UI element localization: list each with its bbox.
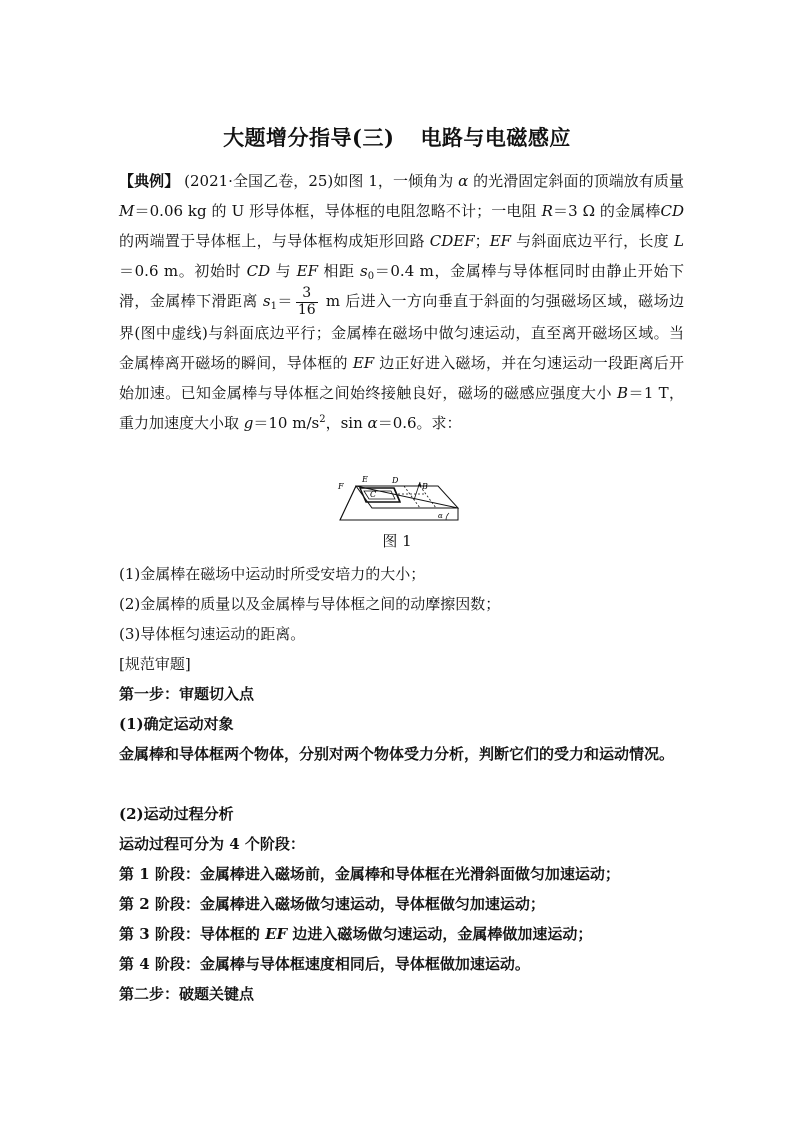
stage-1: 第 1 阶段：金属棒进入磁场前，金属棒和导体框在光滑斜面做匀加速运动；: [119, 865, 620, 883]
label-e: E: [362, 475, 368, 484]
angle-arc: [446, 513, 449, 520]
stage-2: 第 2 阶段：金属棒进入磁场做匀速运动，导体框做匀加速运动；: [119, 895, 545, 913]
label-d: D: [392, 476, 399, 485]
questions-and-guide: [119, 559, 699, 1009]
problem-text: 【典例】 (2021·全国乙卷，25)如图 1，一倾角为 α 的光滑固定斜面的顶端放有质量 M＝0.06 kg 的 U 形导体框，导体框的电阻忽略不计；一电阻 R＝3 Ω 的金属棒CD 的两端置于导体框上，与导体框构成矩形回路 CDEF；EF 与斜面底边平行，长度 L＝0.6 m。初始时 CD 与 EF 相距 $s_0=0.4$ m，金属棒与导体框同时由静止开始下滑，金属棒下滑距离 $s_1=$ $\frac{3}{16}$ m 后进入一方向垂直于斜面的匀强磁场区域，磁场边界(图中虚线)与斜面底边平行；金属棒在磁场中做匀速运动，直至离开磁场区域。当金属棒离开磁场的瞬间，导体框的 EF 边正好进入磁场，并在匀速运动一段距离后开始加速。已知金属棒与导体框之间始终接触良好，磁场的磁感应强度大小 B＝1 T，重力加速度大小取 g＝10 $m/s^2$，sin α＝0.6。求：: [119, 172, 684, 432]
label-f: F: [338, 482, 344, 491]
label-c: C: [370, 490, 377, 499]
question-2: (2)金属棒的质量以及金属棒与导体框之间的动摩擦因数；: [119, 595, 501, 613]
stage-3: 第 3 阶段：导体框的 EF 边进入磁场做匀速运动，金属棒做加速运动；: [119, 925, 593, 943]
page-title: [0, 122, 794, 152]
example-label: 【典例】: [119, 172, 180, 190]
example-problem: [119, 166, 684, 438]
fraction-s1: $\frac{3}{16}$: [297, 285, 316, 318]
question-3: (3)导体框匀速运动的距离。: [119, 625, 306, 643]
step-2-heading: 第二步：破题关键点: [119, 985, 255, 1003]
subheading-2: (2)运动过程分析: [119, 805, 234, 823]
stages-intro: 运动过程可分为 4 个阶段：: [119, 835, 305, 853]
label-b: B: [422, 482, 428, 491]
title-sub: 电路与电磁感应: [420, 125, 571, 150]
guide-header: [规范审题]: [119, 655, 191, 673]
problem-source: (2021·全国乙卷，25): [184, 172, 334, 190]
subheading-1: (1)确定运动对象: [119, 715, 234, 733]
figure-caption: 图 1: [382, 532, 412, 550]
question-1: (1)金属棒在磁场中运动时所受安培力的大小；: [119, 565, 426, 583]
stage-4: 第 4 阶段：金属棒与导体框速度相同后，导体框做加速运动。: [119, 955, 530, 973]
step-1-heading: 第一步：审题切入点: [119, 685, 255, 703]
title-main: 大题增分指导(三): [223, 125, 395, 150]
analysis-text: 金属棒和导体框两个物体，分别对两个物体受力分析，判断它们的受力和运动情况。: [119, 745, 675, 763]
figure-incline-diagram: [334, 472, 464, 524]
label-alpha: α: [438, 512, 443, 520]
